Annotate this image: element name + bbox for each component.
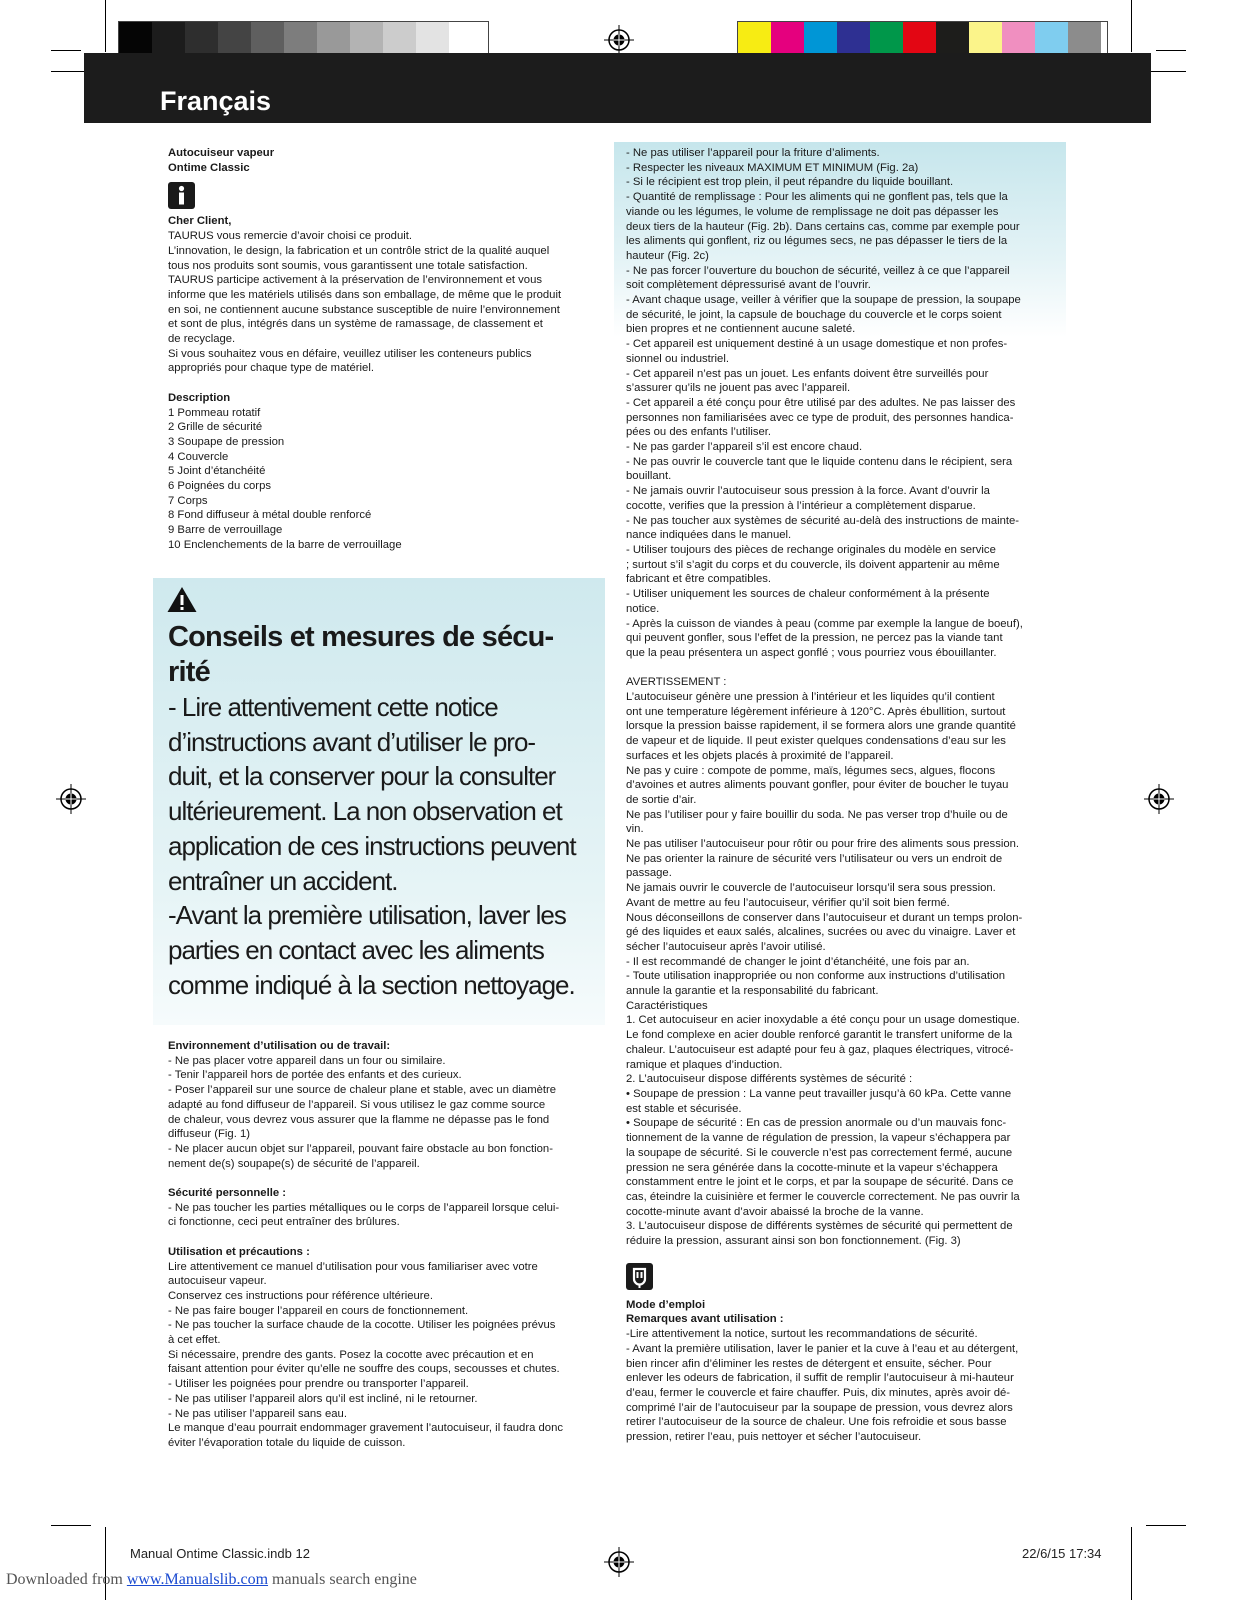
gray-swatch — [350, 22, 383, 53]
gray-swatch — [317, 22, 350, 53]
crop-mark — [105, 1527, 106, 1600]
registration-mark-icon — [604, 1547, 634, 1577]
env-heading: Environnement d’utilisation ou de travail: — [168, 1040, 391, 1052]
product-model: Ontime Classic — [168, 161, 250, 174]
intro-text: TAURUS vous remercie d’avoir choisi ce produit. L’innovation, le design, la fabrication et un contrôle strict de la qualité auquel tous nos produits sont soumis, vous garantissent une totale satisfaction. TAURUS participe activement à la préservation de l’environnement et vous informe que les matériels utilisés dans son emballage, de même que le produit en soi, ne contiennent aucune substance susceptible de nuire l’environnement et sont de plus, intégrés dans un système de ramassage, de classement et de recyclage. Si vous souhaitez vous en défaire, veuillez utiliser les conteneurs publics appropriés pour chaque type de matériel. — [168, 230, 562, 375]
description-item: 2 Grille de sécurité — [168, 421, 263, 434]
warning-triangle-icon — [166, 585, 198, 614]
gray-swatch — [119, 22, 152, 53]
crop-mark — [51, 50, 81, 51]
description-item: 1 Pommeau rotatif — [168, 406, 261, 419]
process-color-swatches — [737, 21, 1108, 54]
safety-content — [168, 620, 603, 1002]
description-item: 4 Couvercle — [168, 450, 229, 463]
download-prefix: Downloaded from — [6, 1571, 127, 1588]
process-swatch — [1002, 22, 1035, 53]
gray-swatch — [152, 22, 185, 53]
download-suffix: manuals search engine — [268, 1571, 417, 1588]
process-swatch — [969, 22, 1002, 53]
greeting: Cher Client, — [168, 215, 232, 228]
description-item: 10 Enclenchements de la barre de verrouillage — [168, 538, 402, 551]
description-item: 7 Corps — [168, 494, 208, 507]
info-icon — [168, 182, 195, 209]
safety-title: Conseils et mesures de sécu- rité — [168, 621, 554, 688]
footer-date: 22/6/15 17:34 — [1022, 1546, 1102, 1561]
download-banner — [6, 1571, 417, 1589]
right-column — [626, 146, 1066, 1445]
registration-mark-icon — [1144, 784, 1174, 814]
language-heading: Français — [160, 86, 272, 116]
process-swatch — [1035, 22, 1068, 53]
description-item: 5 Joint d’étanchéité — [168, 465, 266, 478]
usage-heading: Utilisation et précautions : — [168, 1245, 310, 1258]
product-title: Autocuiseur vapeur — [168, 147, 275, 159]
remarks-text: -Lire attentivement la notice, surtout les recommandations de sécurité. - Avant la première utilisation, laver le panier et la cuve à l’eau et au détergent, bien rincer afin d’éliminer les restes de détergent et ensuite, sécher. Pour enlever les odeurs de fabrication, il suffit de remplir l’autocuiseur à mi-hauteur d’eau, fermer le couvercle et faire chauffer. Puis, dix minutes, après avoir dé- comprimé l’air de l’autocuiseur par la soupape de pression, vous devrez alors retirer l’autocuiseur de la source de chaleur. Une fois refroidie et sous basse pression, retirer l’eau, puis nettoyer et sécher l’autocuiseur. — [626, 1328, 1019, 1444]
crop-mark — [1131, 0, 1132, 52]
gray-swatch — [416, 22, 449, 53]
process-swatch — [870, 22, 903, 53]
gray-swatch — [284, 22, 317, 53]
env-text: - Ne pas placer votre appareil dans un four ou similaire. - Tenir l’appareil hors de portée des enfants et des curieux. - Poser l’appareil sur une source de chaleur plane et stable, avec un diamètre adapté au fond diffuseur de l’appareil. Si vous utilisez le gaz comme source de chaleur, vous devrez vous assurer que la flamme ne dépasse pas le fond diffuseur (Fig. 1) - Ne placer aucun objet sur l’appareil, pouvant faire obstacle au bon fonction- nement de(s) soupape(s) de sécurité de l’appareil. — [168, 1054, 557, 1170]
process-swatch — [804, 22, 837, 53]
crop-mark — [1131, 1527, 1132, 1600]
grayscale-swatches — [118, 21, 489, 54]
gray-swatch — [218, 22, 251, 53]
gray-swatch — [449, 22, 482, 53]
crop-mark — [1156, 50, 1186, 51]
personal-text: - Ne pas toucher les parties métalliques ou le corps de l’appareil lorsque celui- ci fonctionne, ceci peut entraîner des brûlures. — [168, 1201, 560, 1229]
process-swatch — [837, 22, 870, 53]
left-column-intro — [168, 146, 598, 553]
safety-body: - Lire attentivement cette notice d’instructions avant d’utiliser le pro- duit, et la conserver pour la consulter ultérieurement. La non observation et application de ces instructions peuvent entraîner un accident. -Avant la première utilisation, laver les parties en contact avec les aliments comme indiqué à la section nettoyage. — [168, 692, 576, 1000]
mode-heading: Mode d’emploi — [626, 1298, 706, 1311]
usage-text: Lire attentivement ce manuel d’utilisation pour vous familiariser avec votre autocuiseur vapeur. Conservez ces instructions pour référence ultérieure. - Ne pas faire bouger l’appareil en cours de fonctionnement. - Ne pas toucher la surface chaude de la cocotte. Utiliser les poignées prévus à cet effet. Si nécessaire, prendre des gants. Posez la cocotte avec précaution et en faisant attention pour éviter qu’elle ne souffre des coups, secousses et chutes. - Utiliser les poignées pour prendre ou transporter l’appareil. - Ne pas utiliser l’appareil alors qu’il est incliné, ni le retourner. - Ne pas utiliser l’appareil sans eau. Le manque d’eau pourrait endommager gravement l’autocuiseur, il faudra donc éviter l’évaporation totale du liquide de cuisson. — [168, 1260, 564, 1449]
plug-icon — [626, 1263, 653, 1290]
warning-text: AVERTISSEMENT : L’autocuiseur génère une pression à l’intérieur et les liquides qu’il contient ont une temperature légèrement inférieure à 120°C. Après ébullition, surtout lorsque la pression baisse rapidement, il se formera alors une grande quantité de vapeur et de liquide. Il peut exister quelques condensations d’eau sur les surfaces et les objets placés à proximité de l’appareil. Ne pas y cuire : compote de pomme, maïs, légumes secs, algues, flocons d’avoines et autres aliments pouvant gonfler, pour éviter de boucher le tuyau de sortie d’air. Ne pas l’utiliser pour y faire bouillir du soda. Ne pas verser trop d’huile ou de vin. Ne pas utiliser l’autocuiseur pour rôtir ou pour frire des aliments sous pression. Ne pas orienter la rainure de sécurité vers l’utilisateur ou vers un endroit de passage. Ne jamais ouvrir le couvercle de l’autocuiseur lorsqu’il sera sous pression. Avant de mettre au feu l’autocuiseur, vérifier qu’il soit bien fermé. Nous déconseillons de conserver dans l’autocuiseur et durant un temps prolon- gé des liquides et eaux salés, alcalines, sucrées ou avec du vinaigre. Laver et sécher l’autocuiseur après l’avoir utilisé. - Il est recommandé de changer le joint d’étanchéité, une fois par an. - Toute utilisation inappropriée ou non conforme aux instructions d’utilisation annule la garantie et la responsabilité du fabricant. Caractéristiques 1. Cet autocuiseur en acier inoxydable a été conçu pour un usage domestique. Le fond complexe en acier double renforcé garantit le transfert uniforme de la chaleur. L’autocuiseur est adapté pour feu à gaz, plaques électriques, vitrocé- ramique et plaques d’induction. 2. L’autocuiseur dispose différents systèmes de sécurité : • Soupape de pression : La vanne peut travailler jusqu’à 60 kPa. Cette vanne est stable et sécurisée. • Soupape de sécurité : En cas de pression anormale ou d’un mauvais fonc- tionnement de la vanne de régulation de pression, la vapeur s’échappera par la soupape de sécurité. Si le couvercle n’est pas correctement fermé, aucune pression ne sera générée dans la cocotte-minute et la vapeur s’échappera constamment entre le joint et le corps, et par la soupape de sécurité. Dans ce cas, éteindre la cuisinière et fermer le couvercle correctement. Ne pas ouvrir la cocotte-minute avant d’avoir abaissé la broche de la vanne. 3. L’autocuiseur dispose de différents systèmes de sécurité qui permettent de réduire la pression, assurant ainsi son bon fonctionnement. (Fig. 3) — [626, 676, 1023, 1248]
footer-file: Manual Ontime Classic.indb 12 — [130, 1546, 310, 1561]
registration-mark-icon — [56, 784, 86, 814]
description-item: 8 Fond diffuseur à métal double renforcé — [168, 509, 372, 522]
process-swatch — [936, 22, 969, 53]
manualslib-link[interactable]: www.Manualslib.com — [126, 1571, 269, 1588]
description-item: 6 Poignées du corps — [168, 480, 271, 493]
description-heading: Description — [168, 391, 231, 404]
gray-swatch — [383, 22, 416, 53]
process-swatch — [771, 22, 804, 53]
left-column-sections — [168, 1039, 600, 1451]
description-item: 9 Barre de verrouillage — [168, 524, 283, 537]
gray-swatch — [185, 22, 218, 53]
description-item: 3 Soupape de pression — [168, 435, 285, 448]
process-swatch — [903, 22, 936, 53]
process-swatch — [738, 22, 771, 53]
gray-swatch — [251, 22, 284, 53]
precautions-text: - Ne pas utiliser l’appareil pour la friture d’aliments. - Respecter les niveaux MAXIMUM ET MINIMUM (Fig. 2a) - Si le récipient est trop plein, il peut répandre du liquide bouillant. - Quantité de remplissage : Pour les aliments qui ne gonflent pas, tels que la viande ou les légumes, le volume de remplissage ne doit pas dépasser les deux tiers de la hauteur (Fig. 2b). Dans certains cas, comme par exemple pour les aliments qui gonflent, riz ou légumes secs, ne pas dépasser le tiers de la hauteur (Fig. 2c) - Ne pas forcer l’ouverture du bouchon de sécurité, veillez à ce que l’appareil soit complètement dépressurisé avant de l’ouvrir. - Avant chaque usage, veiller à vérifier que la soupape de pression, la soupape de sécurité, le joint, la capsule de bouchage du couvercle et le corps soient bien propres et ne contiennent aucune saleté. - Cet appareil est uniquement destiné à un usage domestique et non profes- sionnel ou industriel. - Cet appareil n’est pas un jouet. Les enfants doivent être surveillés pour s’assurer qu’ils ne jouent pas avec l’appareil. - Cet appareil a été conçu pour être utilisé par des adultes. Ne pas laisser des personnes non familiarisées avec ce type de produit, des personnes handica- pées ou des enfants l’utiliser. - Ne pas garder l’appareil s’il est encore chaud. - Ne pas ouvrir le couvercle tant que le liquide contenu dans le récipient, sera bouillant. - Ne jamais ouvrir l’autocuiseur sous pression à la force. Avant d’ouvrir la cocotte, verifies que la pression à l’intérieur a complètement disparue. - Ne pas toucher aux systèmes de sécurité au-delà des instructions de mainte- nance indiquées dans le manuel. - Utiliser toujours des pièces de rechange originales du modèle en service ; surtout s’il s’agit du corps et du couvercle, ils doivent appartenir au même fabricant et être compatibles. - Utiliser uniquement les sources de chaleur conformément à la présente notice. - Après la cuisson de viandes à peau (comme par exemple la langue de boeuf), qui peuvent gonfler, sous l’effet de la pression, ne percez pas la viande tant que la peau présentera un aspect gonflé ; vous pourriez vous ébouillanter. — [626, 147, 1023, 659]
description-list — [168, 406, 598, 553]
registration-mark-icon — [604, 25, 634, 55]
crop-mark — [1146, 1525, 1186, 1526]
process-swatch — [1068, 22, 1101, 53]
crop-mark — [51, 1525, 91, 1526]
crop-mark — [105, 0, 106, 52]
personal-heading: Sécurité personnelle : — [168, 1187, 287, 1200]
remarks-heading: Remarques avant utilisation : — [626, 1313, 784, 1326]
